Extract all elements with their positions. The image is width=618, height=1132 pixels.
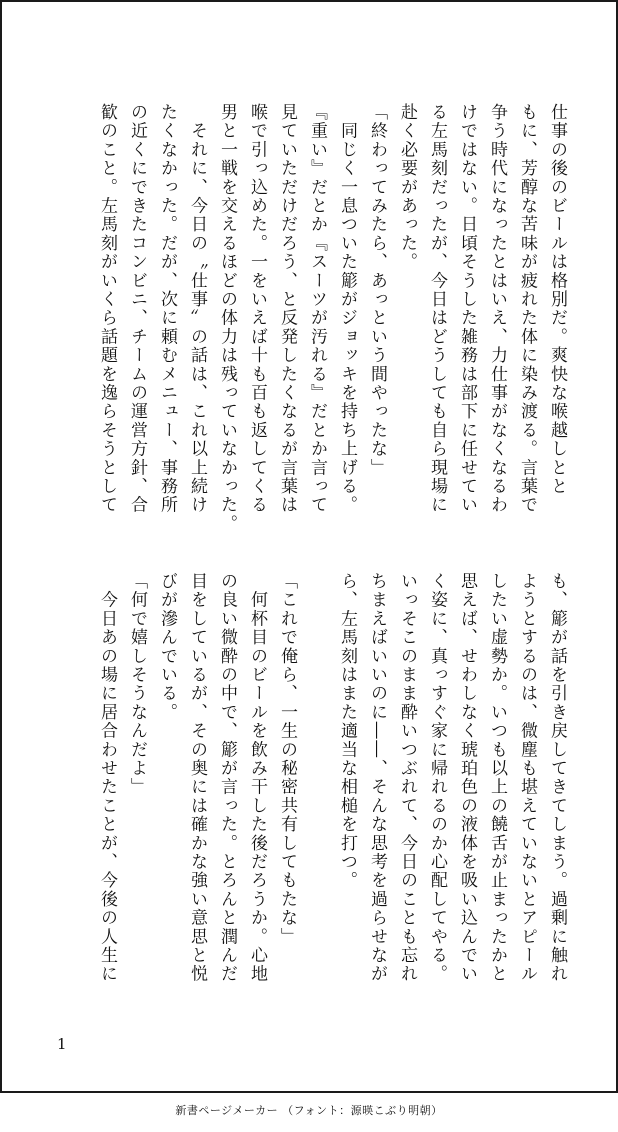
text-line: 赴く必要があった。 xyxy=(397,103,417,272)
text-line: それに、今日の〝仕事〟の話は、これ以上続け xyxy=(187,103,207,515)
text-line: 歓のこと。左馬刻がいくら話題を逸らそうとして xyxy=(97,103,117,515)
text-line: 喉で引っ込めた。一をいえば十も百も返してくる xyxy=(247,103,267,515)
text-line: けではない。日頃そうした雑務は部下に任せてい xyxy=(457,103,477,515)
text-line: もに、芳醇な苦味が疲れた体に染み渡る。言葉で xyxy=(517,103,537,515)
page-number: 1 xyxy=(57,1035,67,1053)
text-line: の近くにできたコンビニ、チームの運営方針、合 xyxy=(127,103,147,515)
text-line: の良い微酔の中で、簓が言った。とろんと潤んだ xyxy=(217,572,237,984)
text-line: 思えば、せわしなく琥珀色の液体を吸い込んでい xyxy=(457,572,477,984)
footer-caption: 新書ページメーカー （フォント：源暎こぶり明朝） xyxy=(175,1104,443,1117)
text-line: 見ていただけだろう、と反発したくなるが言葉は xyxy=(277,103,297,515)
text-line: 同じく一息ついた簓がジョッキを持ち上げる。 xyxy=(337,103,357,515)
text-line: びが滲んでいる。 xyxy=(157,572,177,722)
text-line: したい虚勢か。いつも以上の饒舌が止まったかと xyxy=(487,572,507,984)
text-line: 何杯目のビールを飲み干した後だろうか。心地 xyxy=(247,572,267,984)
text-line: 「これで俺ら、一生の秘密共有してもたな」 xyxy=(277,572,297,946)
text-line: く姿に、真っすぐ家に帰れるのか心配してやる。 xyxy=(427,572,447,984)
text-line: ちまえばいいのに――、そんな思考を過らせなが xyxy=(367,572,387,984)
text-line: 仕事の後のビールは格別だ。爽快な喉越しとと xyxy=(547,103,567,496)
text-line: 『重い』だとか『スーツが汚れる』だとか言って xyxy=(307,103,327,515)
text-line: 目をしているが、その奥には確かな強い意思と悦 xyxy=(187,572,207,984)
blank-line xyxy=(302,572,332,996)
text-line: 「終わってみたら、あっという間やったな」 xyxy=(367,103,387,477)
text-line: 「何で嬉しそうなんだよ」 xyxy=(127,572,147,797)
text-line: いっそこのまま酔いつぶれて、今日のことも忘れ xyxy=(397,572,417,984)
upper-text-column xyxy=(92,103,572,534)
text-line: ようとするのは、微塵も堪えていないとアピール xyxy=(517,572,537,984)
text-line: ら、左馬刻はまた適当な相槌を打つ。 xyxy=(337,572,357,890)
text-line: 男と一戦を交えるほどの体力は残っていなかった。 xyxy=(217,103,237,534)
text-line: たくなかった。だが、次に頼むメニュー、事務所 xyxy=(157,103,177,515)
text-line: も、簓が話を引き戻してきてしまう。過剰に触れ xyxy=(547,572,567,984)
text-line: 争う時代になったとはいえ、力仕事がなくなるわ xyxy=(487,103,507,515)
text-line: 今日あの場に居合わせたことが、今後の人生に xyxy=(97,572,117,984)
text-line: る左馬刻だったが、今日はどうしても自ら現場に xyxy=(427,103,447,515)
lower-text-column xyxy=(92,572,572,996)
